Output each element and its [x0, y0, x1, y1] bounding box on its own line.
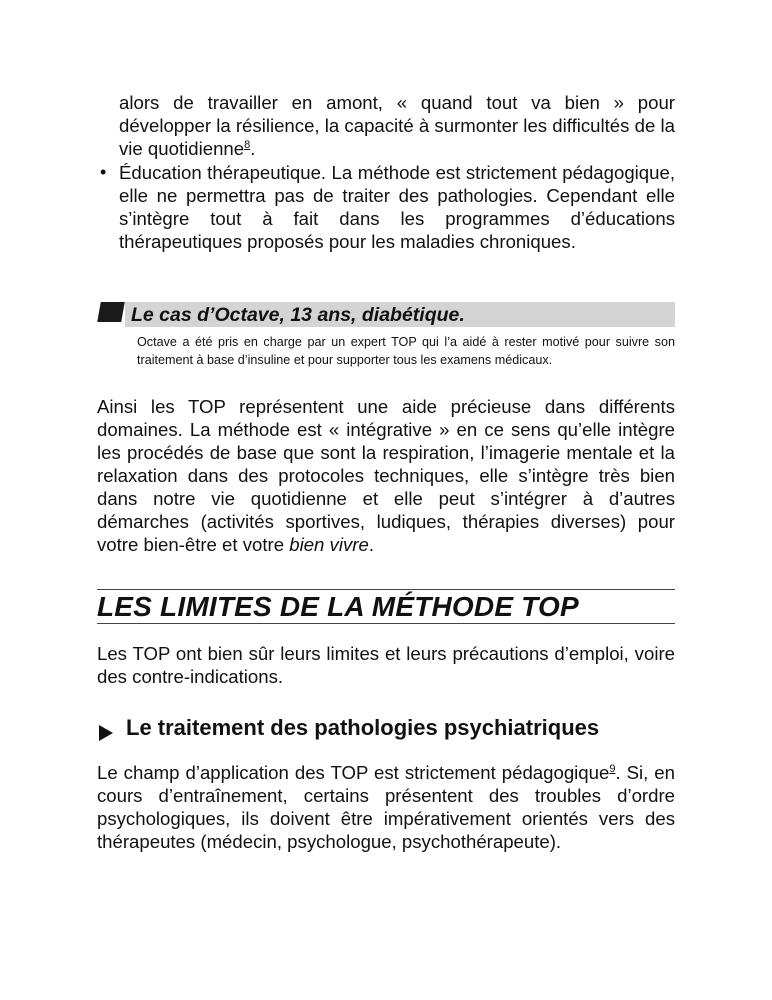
continuation-text: alors de travailler en amont, « quand tout va bien » pour développer la résilience, la capacité à surmonter les difficultés de la vie quotidienne — [119, 92, 675, 159]
case-heading: Le cas d’Octave, 13 ans, diabétique. — [131, 304, 465, 326]
bullet-text: Éducation thérapeutique. La méthode est strictement pédagogique, elle ne permettra pas de traiter des pathologies. Cependant elle s’intègre tout à fait dans les programmes d’éducations thérapeutiques proposés pour les maladies chroniques. — [119, 162, 675, 252]
section-rule-bottom — [97, 623, 675, 624]
paragraph-limits: Les TOP ont bien sûr leurs limites et leurs précautions d’emploi, voire des contre-indications. — [97, 643, 675, 687]
case-marker-icon — [97, 302, 125, 322]
paragraph-pathologies-text-after: . Si, en cours d’entraînement, certains présentent des troubles d’ordre psychologiques, ils doivent être impérativement orientés vers des thérapeutes (médecin, psychologue, psychothérapeute). — [97, 762, 675, 852]
paragraph-integrative-end: . — [368, 534, 374, 555]
section-title: LES LIMITES DE LA MÉTHODE TOP — [97, 591, 579, 622]
section-rule-top — [97, 589, 675, 590]
bullet-item — [100, 161, 675, 253]
paragraph-integrative-text: Ainsi les TOP représentent une aide précieuse dans différents domaines. La méthode est « intégrative » en ce sens qu’elle intègre les procédés de base que sont la respiration, l’imagerie mentale et la relaxation dans des protocoles techniques, elle s’intègre très bien dans notre vie quotidienne et elle peut s’intégrer à d’autres démarches (activités sportives, ludiques, thérapies diverses) pour votre bien-être et votre — [97, 396, 675, 555]
continuation-paragraph — [119, 91, 675, 160]
bullet-icon: • — [100, 162, 107, 182]
paragraph-pathologies-text: Le champ d’application des TOP est strictement pédagogique — [97, 762, 610, 783]
paragraph-integrative-italic: bien vivre — [289, 534, 369, 555]
paragraph-integrative — [97, 395, 675, 556]
footnote-ref-9[interactable]: 9 — [609, 762, 616, 775]
footnote-ref-8[interactable]: 8 — [244, 138, 251, 151]
case-text: Octave a été pris en charge par un expert TOP qui l’a aidé à rester motivé pour suivre son traitement à base d’insuline et pour supporter tous les examens médicaux. — [137, 335, 675, 367]
continuation-end: . — [250, 138, 256, 159]
subsection-title: Le traitement des pathologies psychiatriques — [126, 715, 600, 740]
paragraph-pathologies — [97, 761, 675, 853]
arrow-right-icon — [99, 725, 113, 741]
